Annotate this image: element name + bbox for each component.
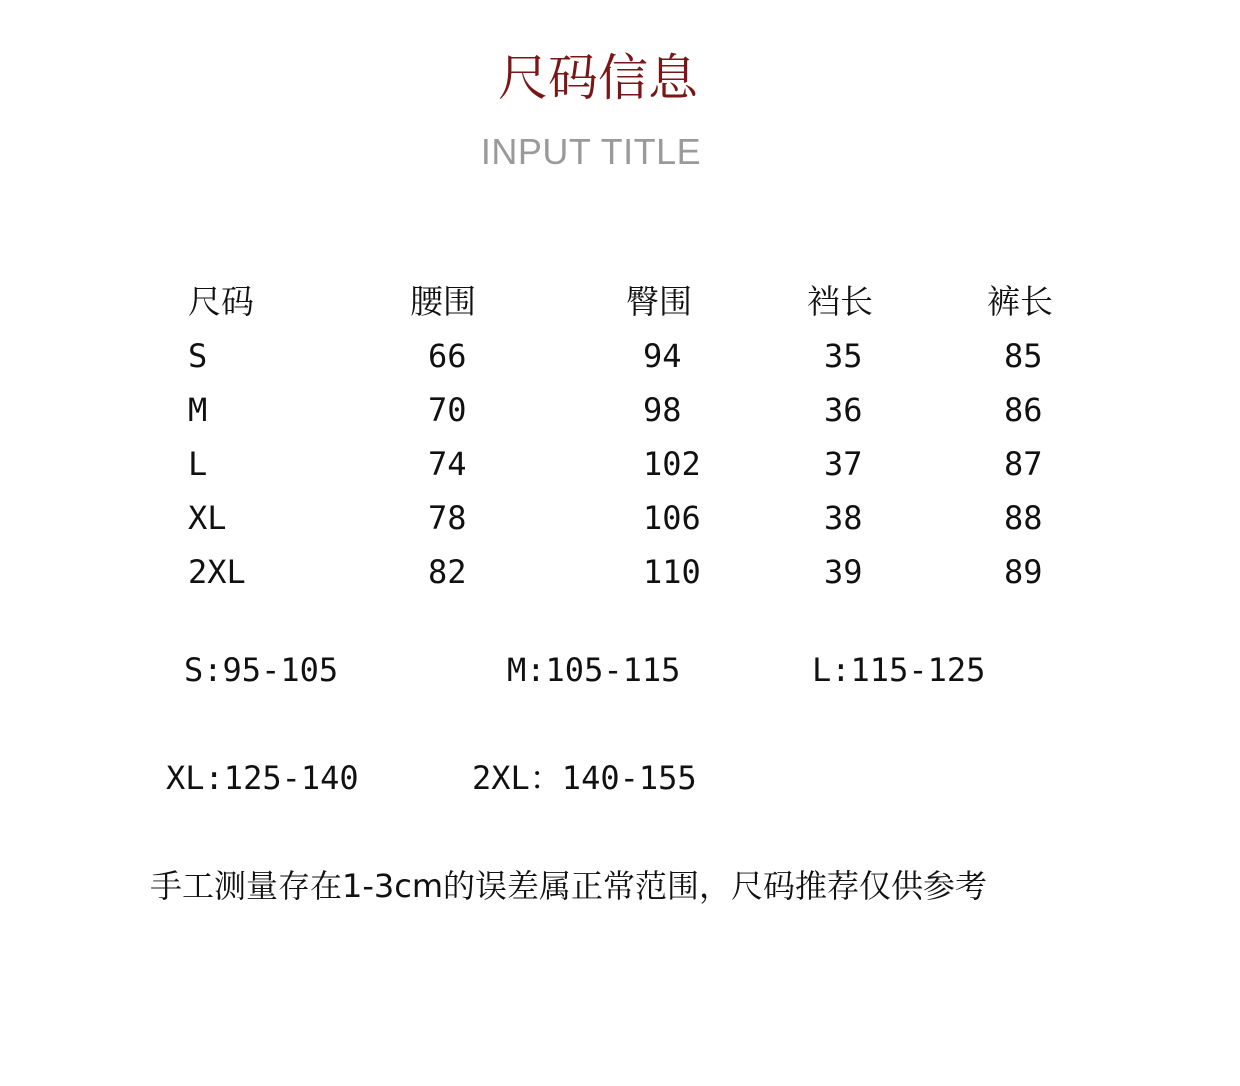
table-cell: 70 bbox=[428, 391, 467, 429]
column-header-waist: 腰围 bbox=[410, 282, 476, 321]
table-cell: 88 bbox=[1004, 499, 1043, 537]
table-cell: 98 bbox=[643, 391, 682, 429]
table-cell: 35 bbox=[824, 337, 863, 375]
weight-range-xl: XL:125-140 bbox=[166, 759, 359, 797]
table-cell: XL bbox=[188, 499, 227, 537]
table-cell: S bbox=[188, 337, 208, 375]
table-cell: 106 bbox=[643, 499, 701, 537]
table-cell: 85 bbox=[1004, 337, 1043, 375]
column-header-size: 尺码 bbox=[188, 282, 254, 321]
page-title: 尺码信息 bbox=[498, 49, 698, 107]
table-cell: 78 bbox=[428, 499, 467, 537]
table-cell: 110 bbox=[643, 553, 701, 591]
table-cell: 66 bbox=[428, 337, 467, 375]
table-cell: 102 bbox=[643, 445, 701, 483]
table-cell: 36 bbox=[824, 391, 863, 429]
table-cell: 89 bbox=[1004, 553, 1043, 591]
weight-range-m: M:105-115 bbox=[507, 651, 681, 689]
weight-range-s: S:95-105 bbox=[184, 651, 339, 689]
page-subtitle: INPUT TITLE bbox=[480, 131, 702, 172]
table-cell: 39 bbox=[824, 553, 863, 591]
column-header-rise: 裆长 bbox=[807, 282, 873, 321]
table-cell: M bbox=[188, 391, 208, 429]
table-cell: 86 bbox=[1004, 391, 1043, 429]
table-cell: 94 bbox=[643, 337, 682, 375]
table-cell: 37 bbox=[824, 445, 863, 483]
weight-range-2xl: 2XL：140-155 bbox=[472, 759, 697, 797]
table-cell: L bbox=[188, 445, 208, 483]
table-cell: 82 bbox=[428, 553, 467, 591]
table-cell: 2XL bbox=[188, 553, 246, 591]
column-header-length: 裤长 bbox=[987, 282, 1053, 321]
table-cell: 74 bbox=[428, 445, 467, 483]
measurement-note: 手工测量存在1-3cm的误差属正常范围，尺码推荐仅供参考 bbox=[150, 867, 988, 905]
table-cell: 38 bbox=[824, 499, 863, 537]
weight-range-l: L:115-125 bbox=[812, 651, 986, 689]
table-cell: 87 bbox=[1004, 445, 1043, 483]
column-header-hip: 臀围 bbox=[626, 282, 692, 321]
